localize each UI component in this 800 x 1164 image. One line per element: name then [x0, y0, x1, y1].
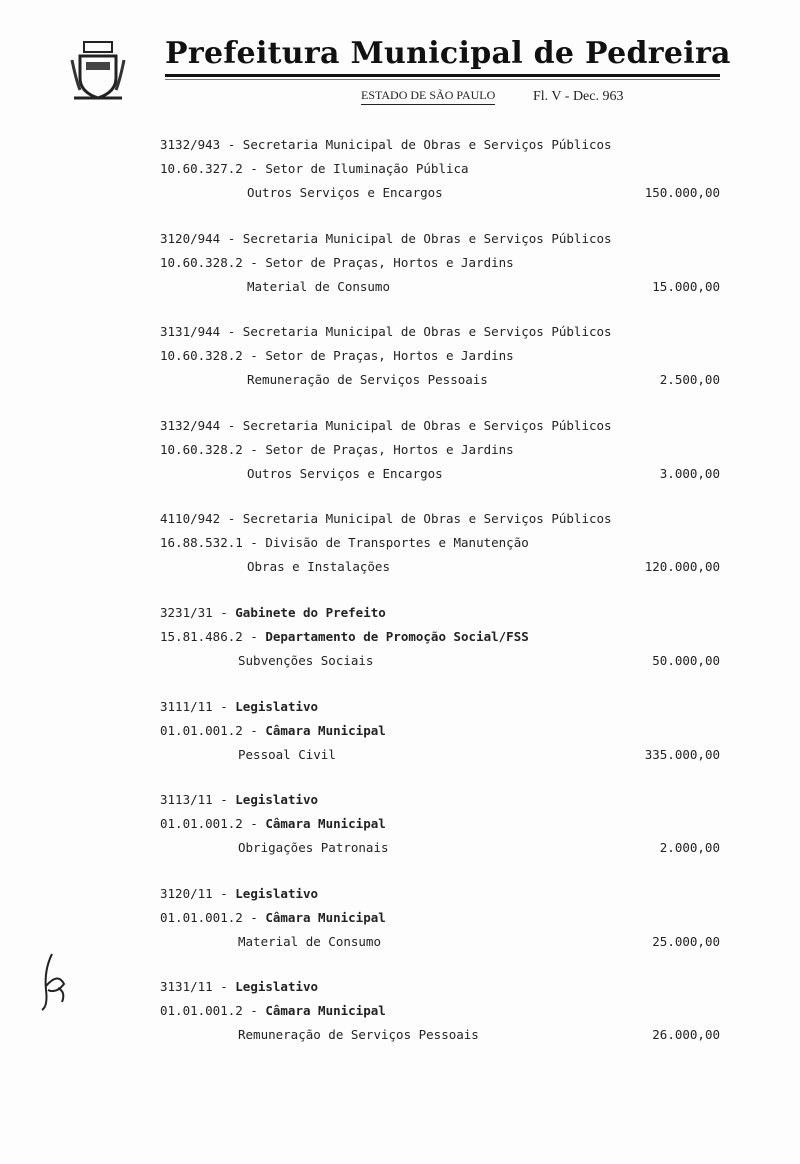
program-code: 01.01.001.2 -	[160, 909, 266, 925]
entry-unit-line	[160, 788, 720, 812]
entry-unit-line	[160, 882, 720, 906]
program-code: 16.88.532.1 -	[160, 535, 266, 551]
entry-unit-line	[160, 601, 720, 625]
unit-code: 3120/11 -	[160, 885, 236, 901]
unit-description: Secretaria Municipal de Obras e Serviços Públicos	[242, 230, 612, 246]
expense-item: Remuneração de Serviços Pessoais	[247, 372, 488, 388]
amount: 120.000,00	[644, 559, 720, 575]
program-description: Setor de Praças, Hortos e Jardins	[265, 254, 514, 270]
entry-unit-line	[160, 133, 720, 157]
budget-entry	[160, 414, 720, 486]
program-code: 10.60.328.2 -	[160, 348, 266, 364]
program-code: 01.01.001.2 -	[160, 1003, 266, 1019]
budget-entry	[160, 507, 720, 579]
page-reference: Fl. V - Dec. 963	[533, 89, 624, 104]
budget-entry	[160, 133, 720, 205]
entry-program-line	[160, 906, 720, 930]
entry-program-line	[160, 157, 720, 181]
entry-item-line	[160, 649, 720, 673]
entry-item-line	[160, 275, 720, 299]
expense-item: Subvenções Sociais	[238, 653, 374, 668]
entry-unit-line	[160, 507, 720, 531]
unit-code: 3132/944 -	[160, 417, 243, 433]
unit-code: 3111/11 -	[160, 698, 236, 714]
amount: 26.000,00	[652, 1027, 720, 1043]
budget-entry	[160, 975, 720, 1047]
unit-description: Secretaria Municipal de Obras e Serviços Públicos	[242, 511, 612, 527]
program-code: 10.60.328.2 -	[160, 254, 266, 270]
unit-description: Secretaria Municipal de Obras e Serviços Públicos	[242, 137, 612, 152]
entry-item-line	[160, 930, 720, 954]
entry-program-line	[160, 999, 720, 1023]
entry-unit-line	[160, 227, 720, 251]
amount: 2.500,00	[659, 372, 720, 388]
budget-entry	[160, 882, 720, 954]
unit-code: 3132/943 -	[160, 137, 243, 152]
entry-program-line	[160, 531, 720, 555]
program-description: Câmara Municipal	[265, 1003, 386, 1019]
entry-program-line	[160, 719, 720, 743]
expense-item: Material de Consumo	[247, 278, 390, 294]
program-description: Setor de Iluminação Pública	[265, 161, 469, 176]
unit-code: 3231/31 -	[160, 605, 236, 620]
unit-code: 3131/11 -	[160, 979, 236, 995]
expense-item: Pessoal Civil	[238, 746, 336, 762]
header-rule-thin	[165, 79, 720, 80]
amount: 15.000,00	[652, 278, 720, 294]
entry-item-line	[160, 555, 720, 579]
amount: 150.000,00	[644, 185, 720, 200]
expense-item: Outros Serviços e Encargos	[247, 465, 443, 481]
signature-initials	[38, 950, 70, 1012]
budget-entry	[160, 227, 720, 299]
entry-program-line	[160, 812, 720, 836]
program-code: 01.01.001.2 -	[160, 816, 266, 832]
entry-unit-line	[160, 695, 720, 719]
amount: 50.000,00	[652, 653, 720, 668]
entry-unit-line	[160, 320, 720, 344]
budget-entry	[160, 601, 720, 673]
state-label: ESTADO DE SÃO PAULO	[361, 88, 495, 105]
expense-item: Obras e Instalações	[247, 559, 390, 575]
budget-entry	[160, 788, 720, 860]
entry-item-line	[160, 462, 720, 486]
amount: 3.000,00	[659, 465, 720, 481]
program-code: 10.60.328.2 -	[160, 441, 266, 457]
unit-code: 3113/11 -	[160, 792, 236, 808]
entry-unit-line	[160, 414, 720, 438]
unit-description: Secretaria Municipal de Obras e Serviços Públicos	[242, 324, 612, 340]
program-description: Câmara Municipal	[265, 816, 386, 832]
expense-item: Remuneração de Serviços Pessoais	[238, 1027, 479, 1043]
expense-item: Material de Consumo	[238, 933, 381, 949]
unit-description: Legislativo	[235, 792, 319, 808]
budget-entry	[160, 695, 720, 767]
unit-description: Gabinete do Prefeito	[235, 605, 386, 620]
entry-program-line	[160, 344, 720, 368]
entry-program-line	[160, 251, 720, 275]
program-description: Departamento de Promoção Social/FSS	[265, 629, 529, 644]
municipal-crest-icon	[70, 40, 126, 102]
program-code: 10.60.327.2 -	[160, 161, 266, 176]
unit-description: Legislativo	[235, 698, 319, 714]
program-description: Divisão de Transportes e Manutenção	[265, 535, 529, 551]
program-description: Setor de Praças, Hortos e Jardins	[265, 348, 514, 364]
expense-item: Obrigações Patronais	[238, 840, 389, 856]
unit-description: Legislativo	[235, 885, 319, 901]
entry-item-line	[160, 743, 720, 767]
program-description: Câmara Municipal	[265, 722, 386, 738]
budget-entry	[160, 320, 720, 392]
unit-description: Secretaria Municipal de Obras e Serviços Públicos	[242, 417, 612, 433]
amount: 2.000,00	[659, 840, 720, 856]
entry-program-line	[160, 625, 720, 649]
page-title: Prefeitura Municipal de Pedreira	[165, 36, 731, 71]
header-rule	[165, 74, 720, 77]
amount: 25.000,00	[652, 933, 720, 949]
program-description: Câmara Municipal	[265, 909, 386, 925]
program-description: Setor de Praças, Hortos e Jardins	[265, 441, 514, 457]
unit-code: 3120/944 -	[160, 230, 243, 246]
entry-unit-line	[160, 975, 720, 999]
program-code: 01.01.001.2 -	[160, 722, 266, 738]
entry-item-line	[160, 836, 720, 860]
unit-code: 3131/944 -	[160, 324, 243, 340]
unit-description: Legislativo	[235, 979, 319, 995]
entry-item-line	[160, 368, 720, 392]
unit-code: 4110/942 -	[160, 511, 243, 527]
entry-program-line	[160, 438, 720, 462]
entry-item-line	[160, 1023, 720, 1047]
amount: 335.000,00	[644, 746, 720, 762]
expense-item: Outros Serviços e Encargos	[247, 185, 443, 200]
program-code: 15.81.486.2 -	[160, 629, 266, 644]
entry-item-line	[160, 181, 720, 205]
